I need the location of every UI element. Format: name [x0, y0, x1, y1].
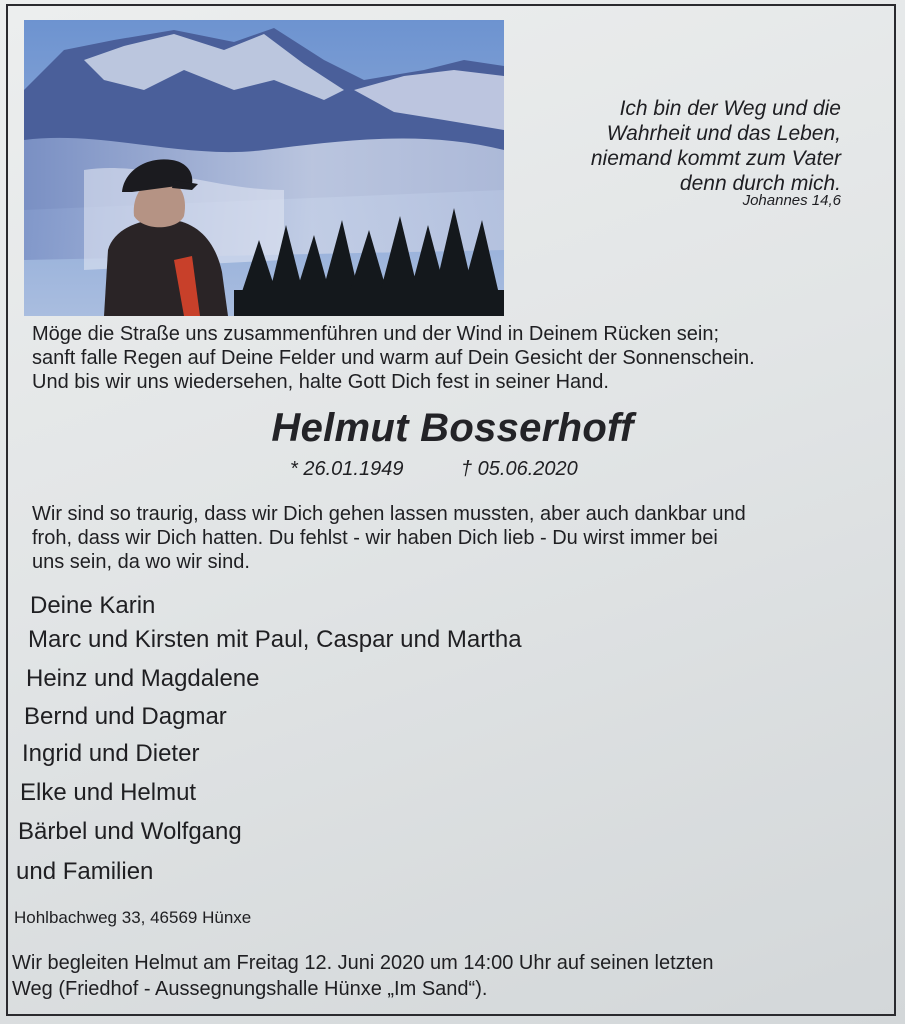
funeral-notice	[12, 950, 892, 1002]
mourner-entry: Elke und Helmut	[20, 779, 197, 806]
mourner-entry: Bernd und Dagmar	[24, 703, 227, 730]
mourner-entry: Ingrid und Dieter	[22, 740, 200, 767]
family-address: Hohlbachweg 33, 46569 Hünxe	[14, 908, 252, 927]
blessing-line: Möge die Straße uns zusammenführen und der Wind in Deinem Rücken sein;	[32, 323, 720, 345]
irish-blessing	[32, 322, 892, 394]
verse-line: Wahrheit und das Leben,	[606, 122, 841, 145]
message-line: Wir sind so traurig, dass wir Dich gehen lassen mussten, aber auch dankbar und	[32, 503, 746, 525]
verse-line: niemand kommt zum Vater	[590, 147, 841, 170]
mourner-entry: Bärbel und Wolfgang	[18, 818, 242, 845]
message-line: froh, dass wir Dich hatten. Du fehlst - wir haben Dich lieb - Du wirst immer bei	[32, 527, 718, 549]
bible-verse	[511, 96, 841, 196]
funeral-line: Wir begleiten Helmut am Freitag 12. Juni 2020 um 14:00 Uhr auf seinen letzten	[12, 952, 714, 974]
verse-reference: Johannes 14,6	[742, 192, 841, 209]
death-date: † 05.06.2020	[461, 458, 578, 480]
life-dates	[290, 458, 690, 481]
mountain-landscape-image	[24, 20, 504, 316]
mourner-entry: Heinz und Magdalene	[26, 665, 260, 692]
blessing-line: Und bis wir uns wiedersehen, halte Gott Dich fest in seiner Hand.	[32, 371, 609, 393]
verse-line: denn durch mich.	[679, 172, 841, 195]
blessing-line: sanft falle Regen auf Deine Felder und warm auf Dein Gesicht der Sonnenschein.	[32, 347, 755, 369]
message-line: uns sein, da wo wir sind.	[32, 551, 250, 573]
mourner-entry: Marc und Kirsten mit Paul, Caspar und Martha	[28, 626, 522, 653]
deceased-name: Helmut Bosserhoff	[271, 406, 634, 450]
verse-line: Ich bin der Weg und die	[619, 97, 841, 120]
mourner-entry: Deine Karin	[30, 592, 156, 619]
memorial-photo	[24, 20, 504, 316]
mourner-entry: und Familien	[16, 858, 154, 885]
farewell-message	[32, 502, 892, 574]
birth-date: * 26.01.1949	[290, 458, 404, 480]
funeral-line: Weg (Friedhof - Aussegnungshalle Hünxe „Im Sand“).	[12, 978, 488, 1000]
